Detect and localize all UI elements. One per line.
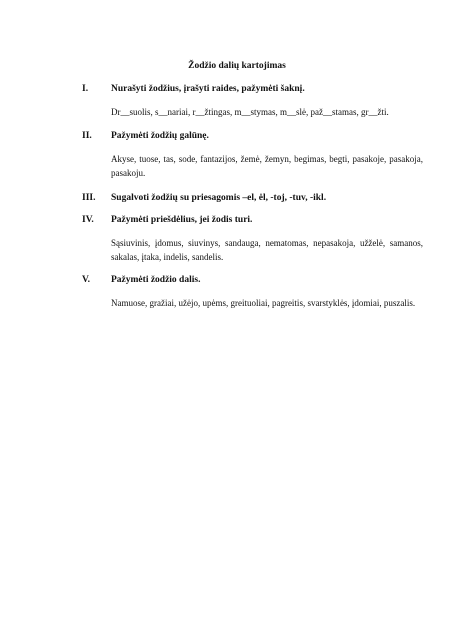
section-exercise-text: Akyse, tuose, tas, sode, fantazijos, žemė, žemyn, begimas, begti, pasakoje, pasakoja, pasakoju.	[111, 154, 423, 178]
section-number: I.	[82, 84, 89, 94]
section-instruction: Sugalvoti žodžių su priesagomis –el, ėl, -toj, -tuv, -ikl.	[111, 193, 327, 203]
section-exercise-text: Namuose, gražiai, užėjo, upėms, greituoliai, pagreitis, svarstyklės, įdomiai, puszalis.	[111, 298, 416, 308]
section-4	[82, 214, 442, 264]
section-heading	[82, 130, 442, 142]
section-number: V.	[82, 275, 91, 285]
section-number: III.	[82, 193, 96, 203]
document-title: Žodžio dalių kartojimas	[188, 61, 286, 71]
section-1	[82, 83, 442, 120]
section-heading	[82, 214, 442, 226]
section-number: IV.	[82, 215, 94, 225]
section-2	[82, 130, 442, 180]
section-exercise-text: Dr__suolis, s__nariai, r__žtingas, m__stymas, m__slė, paž__stamas, gr__žti.	[111, 107, 389, 117]
section-5	[82, 274, 442, 311]
section-instruction: Pažymėti žodžio dalis.	[111, 275, 201, 285]
section-heading	[82, 274, 442, 286]
section-heading	[82, 192, 442, 204]
section-instruction: Pažymėti priešdėlius, jei žodis turi.	[111, 215, 253, 225]
section-instruction: Nurašyti žodžius, įrašyti raides, pažymėti šaknį.	[111, 84, 305, 94]
section-number: II.	[82, 131, 92, 141]
section-3	[82, 192, 442, 204]
section-heading	[82, 83, 442, 95]
section-exercise-text: Sąsiuvinis, įdomus, siuvinys, sandauga, nematomas, nepasakoja, užželė, samanos, sakalas, įtaka, indelis, sandelis.	[111, 238, 423, 262]
section-instruction: Pažymėti žodžių galūnę.	[111, 131, 209, 141]
